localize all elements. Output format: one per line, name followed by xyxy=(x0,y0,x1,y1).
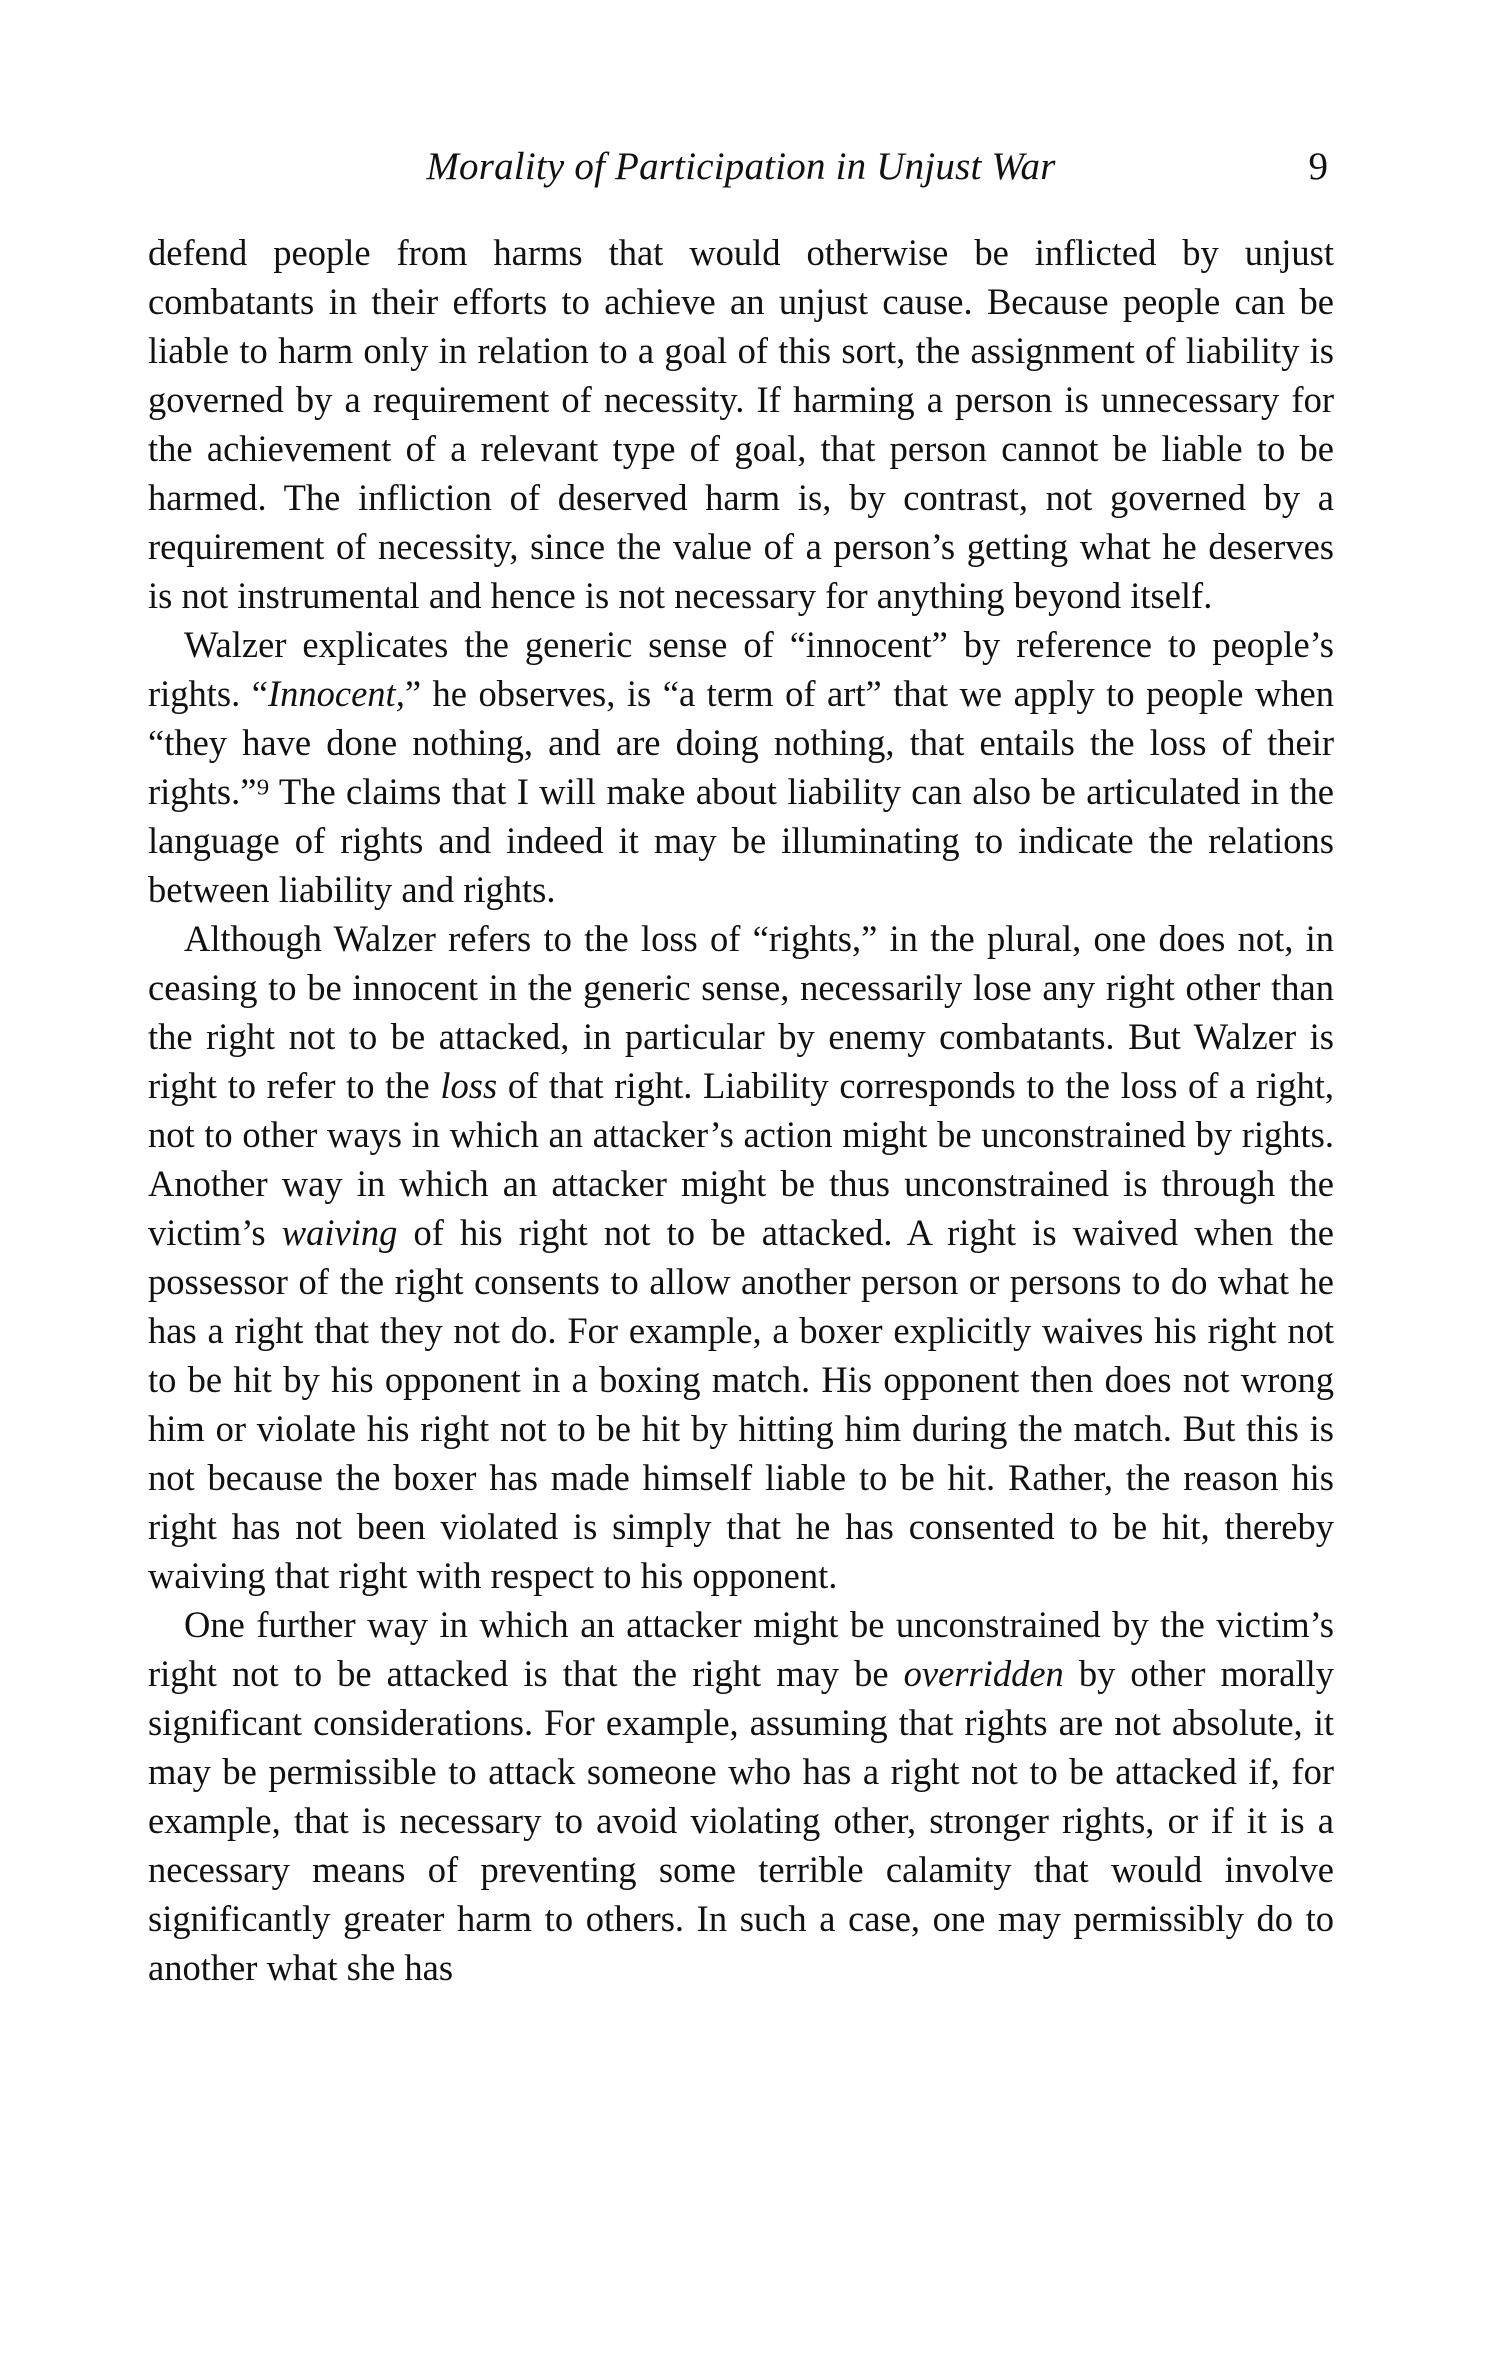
text-run: Although Walzer refers to the loss of “rights,” in the plural, one does not, in ceasing to be innocent in the generic sense, necessarily lose any right other than the right not to be attacked, in particular by enemy combatants. But Walzer is right to refer to the xyxy=(148,918,1334,1106)
emphasis-overridden: overridden xyxy=(903,1653,1064,1694)
text-run: One further way in which an attacker might be unconstrained by the victim’s right not to be attacked is that the right may be xyxy=(148,1604,1334,1694)
emphasis-waiving: waiving xyxy=(281,1212,398,1253)
emphasis-innocent: Innocent, xyxy=(268,673,405,714)
running-head-title: Morality of Participation in Unjust War xyxy=(426,145,1056,188)
paragraph xyxy=(148,1600,1334,1992)
running-head xyxy=(148,142,1334,192)
emphasis-loss: loss xyxy=(440,1065,498,1106)
text-run: by other morally significant considerations. For example, assuming that rights are not absolute, it may be permissible to attack someone who has a right not to be attacked if, for example, that is necessary to avoid violating other, stronger rights, or if it is a necessary means of preventing some terrible calamity that would involve significantly greater harm to others. In such a case, one may permissibly do to another what she has xyxy=(148,1653,1334,1988)
text-run: defend people from harms that would otherwise be inflicted by unjust combatants in their efforts to achieve an unjust cause. Because people can be liable to harm only in relation to a goal of this sort, the assignment of liability is governed by a requirement of necessity. If harming a person is unnecessary for the achievement of a relevant type of goal, that person cannot be liable to be harmed. The infliction of deserved harm is, by contrast, not governed by a requirement of necessity, since the value of a person’s getting what he deserves is not instrumental and hence is not necessary for anything beyond itself. xyxy=(148,232,1334,616)
page-number: 9 xyxy=(1308,145,1328,188)
text-run: of that right. Liability corresponds to the loss of a right, not to other ways in which an attacker’s action might be unconstrained by rights. Another way in which an attacker might be thus unconstrained is through the victim’s xyxy=(148,1065,1334,1253)
paragraph xyxy=(148,228,1334,620)
body-text xyxy=(148,228,1334,1992)
text-run: Walzer explicates the generic sense of “innocent” by reference to people’s rights. “ xyxy=(148,624,1334,714)
text-run: ” he observes, is “a term of art” that we apply to people when “they have done nothing, and are doing nothing, that entails the loss of their rights.”⁹ The claims that I will make about liability can also be articulated in the language of rights and indeed it may be illuminating to indicate the relations between liability and rights. xyxy=(148,673,1334,910)
text-run: of his right not to be attacked. A right is waived when the possessor of the right consents to allow another person or persons to do what he has a right that they not do. For example, a boxer explicitly waives his right not to be hit by his opponent in a boxing match. His opponent then does not wrong him or violate his right not to be hit by hitting him during the match. But this is not because the boxer has made himself liable to be hit. Rather, the reason his right has not been violated is simply that he has consented to be hit, thereby waiving that right with respect to his opponent. xyxy=(148,1212,1335,1596)
paragraph xyxy=(148,914,1334,1600)
book-page xyxy=(148,0,1334,2375)
paragraph xyxy=(148,620,1334,914)
